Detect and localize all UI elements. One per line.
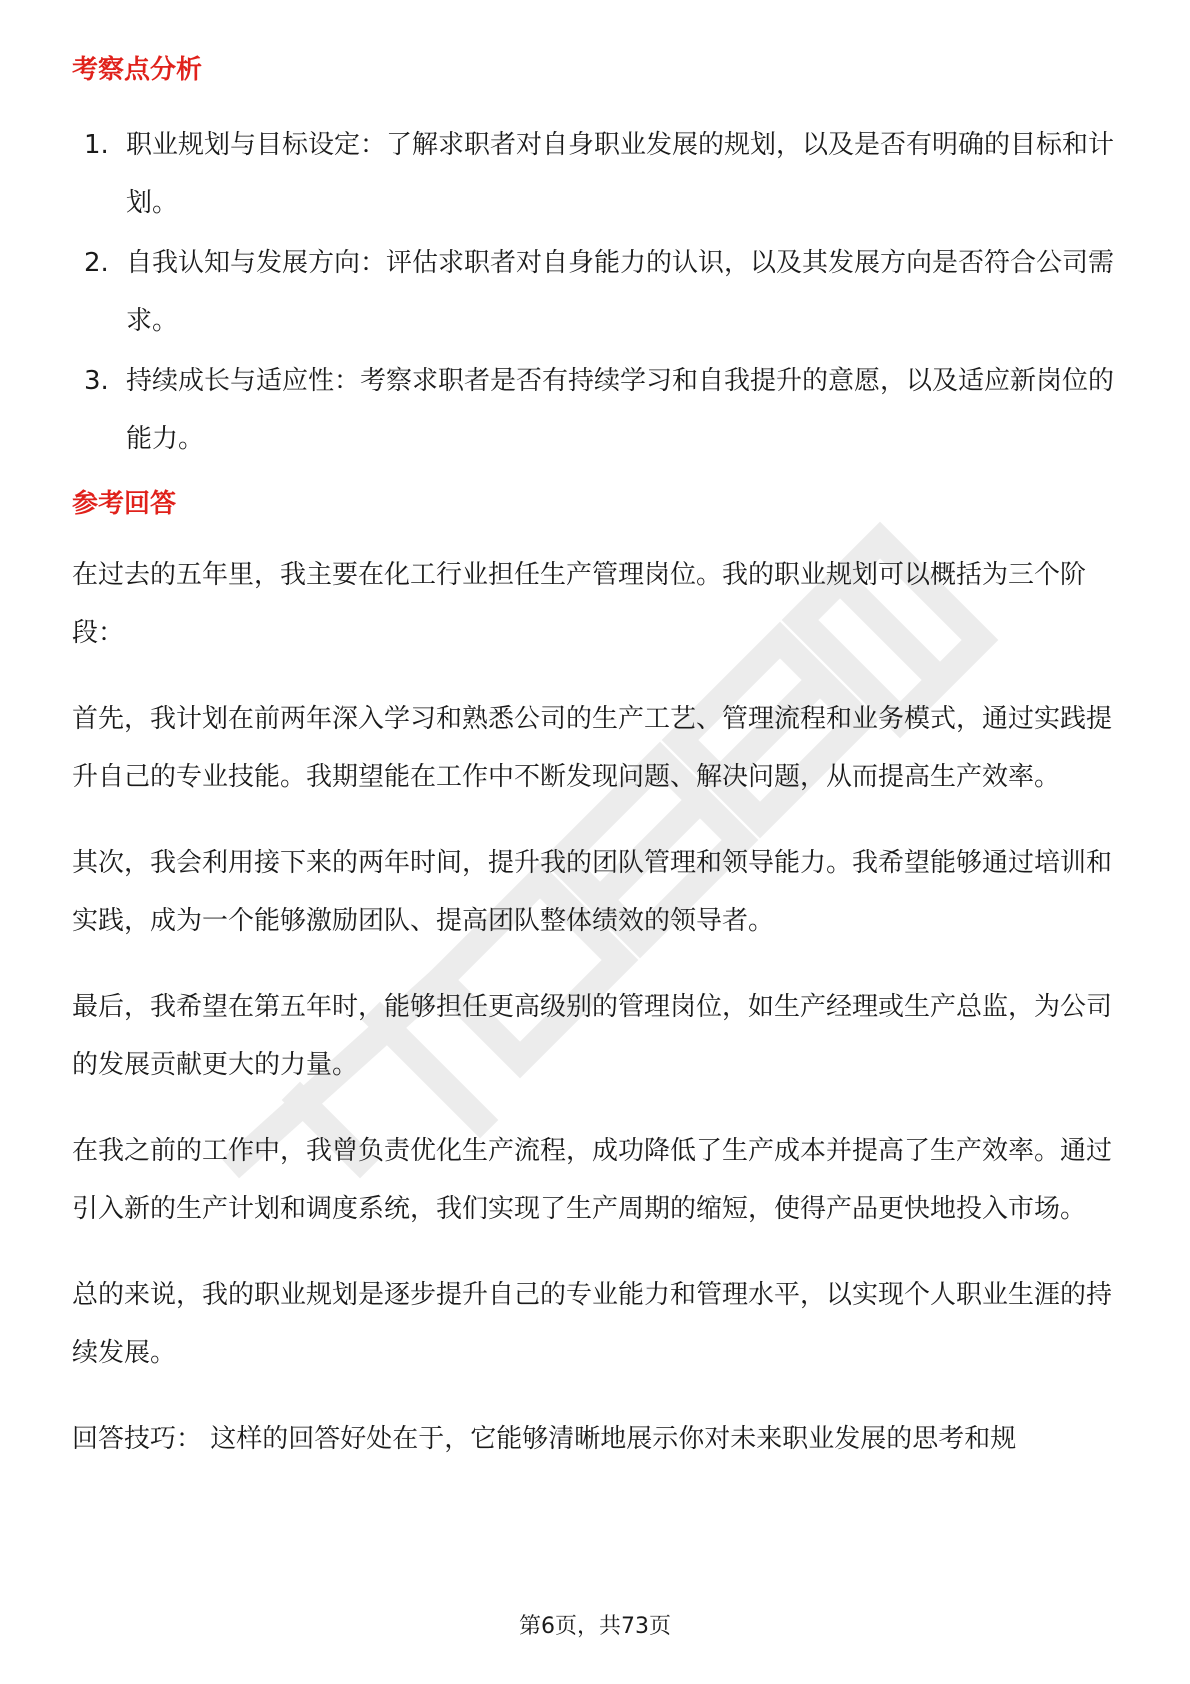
analysis-points-list [72,116,1122,468]
page-number-footer: 第6页，共73页 [519,1614,671,1639]
answer-paragraph: 在过去的五年里，我主要在化工行业担任生产管理岗位。我的职业规划可以概括为三个阶段： [72,560,1087,648]
answer-paragraph: 其次，我会利用接下来的两年时间，提升我的团队管理和领导能力。我希望能够通过培训和实践，成为一个能够激励团队、提高团队整体绩效的领导者。 [72,848,1113,936]
answer-paragraph: 最后，我希望在第五年时，能够担任更高级别的管理岗位，如生产经理或生产总监，为公司的发展贡献更大的力量。 [72,992,1113,1080]
document-content [72,44,1122,1468]
analysis-point [72,352,1122,468]
analysis-point [72,234,1122,350]
answer-paragraph: 在我之前的工作中，我曾负责优化生产流程，成功降低了生产成本并提高了生产效率。通过引入新的生产计划和调度系统，我们实现了生产周期的缩短，使得产品更快地投入市场。 [72,1136,1113,1224]
list-number: 2. [84,248,109,278]
list-number: 3. [84,366,109,396]
analysis-point [72,116,1122,232]
section-title-analysis: 考察点分析 [72,55,203,85]
section-title-reference-answer: 参考回答 [72,489,177,519]
list-item-text: 持续成长与适应性：考察求职者是否有持续学习和自我提升的意愿，以及适应新岗位的能力。 [126,366,1115,454]
answer-paragraph: 首先，我计划在前两年深入学习和熟悉公司的生产工艺、管理流程和业务模式，通过实践提升自己的专业技能。我期望能在工作中不断发现问题、解决问题，从而提高生产效率。 [72,704,1113,792]
list-item-text: 自我认知与发展方向：评估求职者对自身能力的认识，以及其发展方向是否符合公司需求。 [126,248,1115,336]
answer-tip-paragraph: 回答技巧： 这样的回答好处在于，它能够清晰地展示你对未来职业发展的思考和规 [72,1424,1017,1454]
list-item-text: 职业规划与目标设定：了解求职者对自身职业发展的规划，以及是否有明确的目标和计划。 [126,130,1115,218]
list-number: 1. [84,130,109,160]
answer-paragraph: 总的来说，我的职业规划是逐步提升自己的专业能力和管理水平，以实现个人职业生涯的持续发展。 [72,1280,1113,1368]
